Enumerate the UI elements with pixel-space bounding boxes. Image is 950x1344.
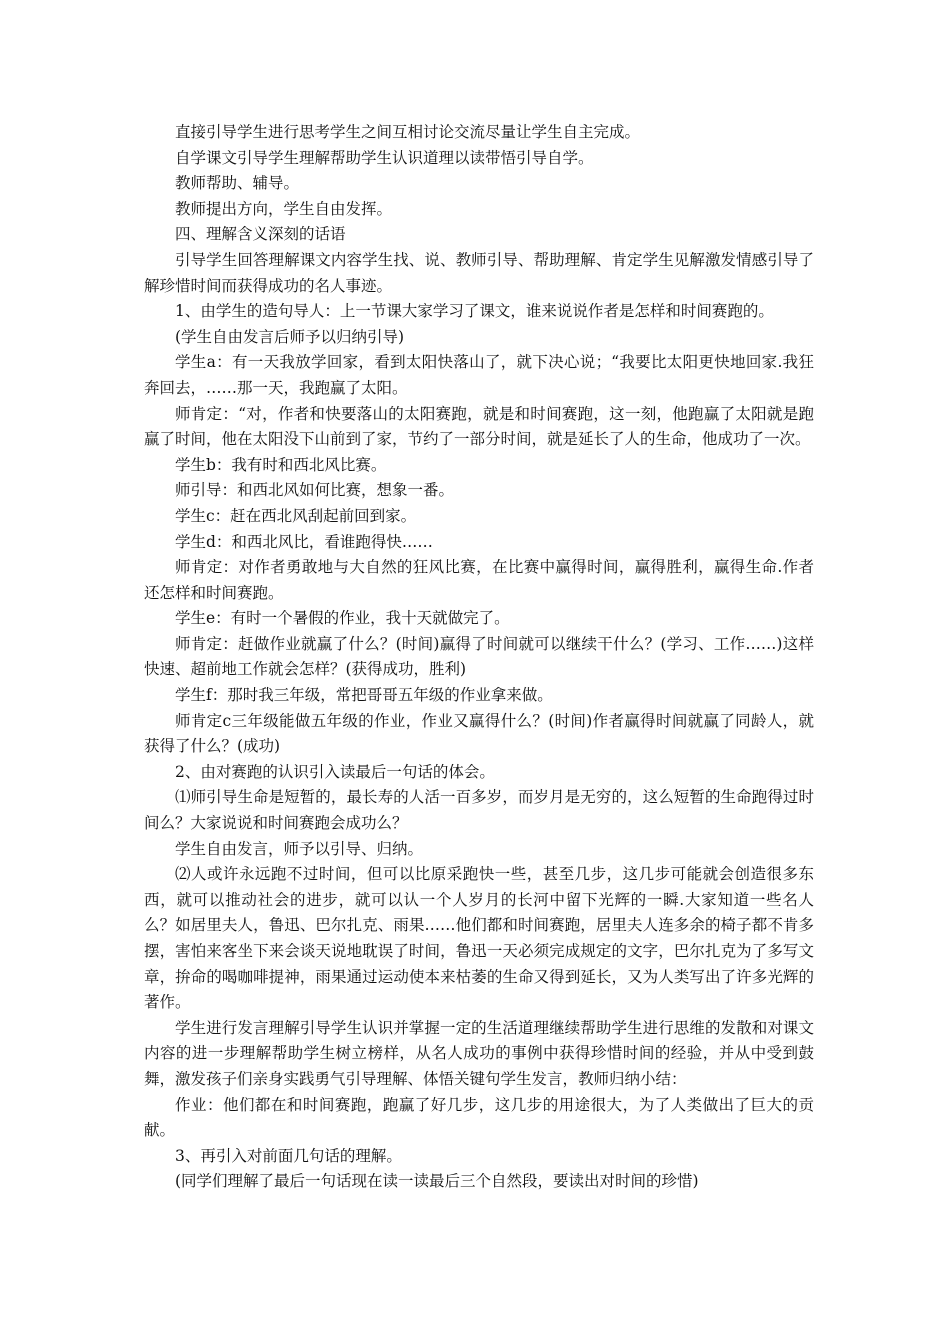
paragraph: 学生b：我有时和西北风比赛。 [175,455,387,474]
paragraph: 学生e：有时一个暑假的作业，我十天就做完了。 [175,609,510,628]
paragraph: 自学课文引导学生理解帮助学生认识道理以读带悟引导自学。 [175,148,594,167]
paragraph: 2、由对赛跑的认识引入读最后一句话的体会。 [175,762,495,781]
paragraph: 师肯定：赶做作业就赢了什么？(时间)赢得了时间就可以继续干什么？(学习、工作……)这样快速、超前地工作就会怎样？(获得成功，胜利) [144,634,814,679]
paragraph: 1、由学生的造句导人：上一节课大家学习了课文，谁来说说作者是怎样和时间赛跑的。 [175,302,774,321]
paragraph: 学生d：和西北风比，看谁跑得快…… [175,532,433,551]
paragraph: 学生自由发言，师予以引导、归纳。 [175,839,424,858]
paragraph: (同学们理解了最后一句话现在读一读最后三个自然段，要读出对时间的珍惜) [175,1172,699,1191]
document-body [144,120,814,1195]
paragraph: 直接引导学生进行思考学生之间互相讨论交流尽量让学生自主完成。 [175,123,641,141]
paragraph: 师肯定c三年级能做五年级的作业，作业又赢得什么？(时间)作者赢得时间就赢了同龄人，就获得了什么？(成功) [144,711,814,756]
paragraph: 教师提出方向，学生自由发挥。 [175,199,393,218]
paragraph: ⑵人或许永远跑不过时间，但可以比原采跑快一些，甚至几步，这几步可能就会创造很多东西，就可以推动社会的进步，就可以认一个人岁月的长河中留下光辉的一瞬.大家知道一些名人么？如居里夫人，鲁迅、巴尔扎克、雨果……他们都和时间赛跑，居里夫人连多余的椅子都不肯多摆，害怕来客坐下来会谈天说地耽误了时间，鲁迅一天必须完成规定的文字，巴尔扎克为了多写文章，拚命的喝咖啡提神，雨果通过运动使本来枯萎的生命又得到延长，又为人类写出了许多光辉的著作。 [144,865,814,1012]
paragraph: 3、再引入对前面几句话的理解。 [175,1146,402,1165]
paragraph: (学生自由发言后师予以归纳引导) [175,327,405,346]
paragraph: ⑴师引导生命是短暂的，最长寿的人活一百多岁，而岁月是无穷的，这么短暂的生命跑得过时间么？大家说说和时间赛跑会成功么？ [144,788,814,833]
paragraph: 作业：他们都在和时间赛跑，跑赢了好几步，这几步的用途很大，为了人类做出了巨大的贡献。 [144,1095,814,1140]
paragraph: 学生a：有一天我放学回家，看到太阳快落山了，就下决心说；“我要比太阳更快地回家.我狂奔回去，……那一天，我跑赢了太阳。 [144,353,814,397]
paragraph: 引导学生回答理解课文内容学生找、说、教师引导、帮助理解、肯定学生见解激发情感引导了解珍惜时间而获得成功的名人事迹。 [144,250,814,295]
paragraph: 师肯定：“对，作者和快要落山的太阳赛跑，就是和时间赛跑，这一刻，他跑赢了太阳就是跑赢了时间，他在太阳没下山前到了家，节约了一部分时间，就是延长了人的生命，他成功了一次。 [144,404,814,449]
paragraph: 师引导：和西北风如何比赛，想象一番。 [175,481,455,500]
section-heading: 四、理解含义深刻的话语 [175,225,346,244]
paragraph: 学生f：那时我三年级，常把哥哥五年级的作业拿来做。 [175,686,553,705]
paragraph: 学生c：赶在西北风刮起前回到家。 [175,506,417,525]
paragraph: 学生进行发言理解引导学生认识并掌握一定的生活道理继续帮助学生进行思维的发散和对课文内容的进一步理解帮助学生树立榜样，从名人成功的事例中获得珍惜时间的经验，并从中受到鼓舞，激发孩子们亲身实践勇气引导理解、体悟关键句学生发言，教师归纳小结： [144,1018,814,1088]
paragraph: 师肯定：对作者勇敢地与大自然的狂风比赛，在比赛中赢得时间，赢得胜利，赢得生命.作者还怎样和时间赛跑。 [144,558,814,602]
paragraph: 教师帮助、辅导。 [175,174,300,193]
